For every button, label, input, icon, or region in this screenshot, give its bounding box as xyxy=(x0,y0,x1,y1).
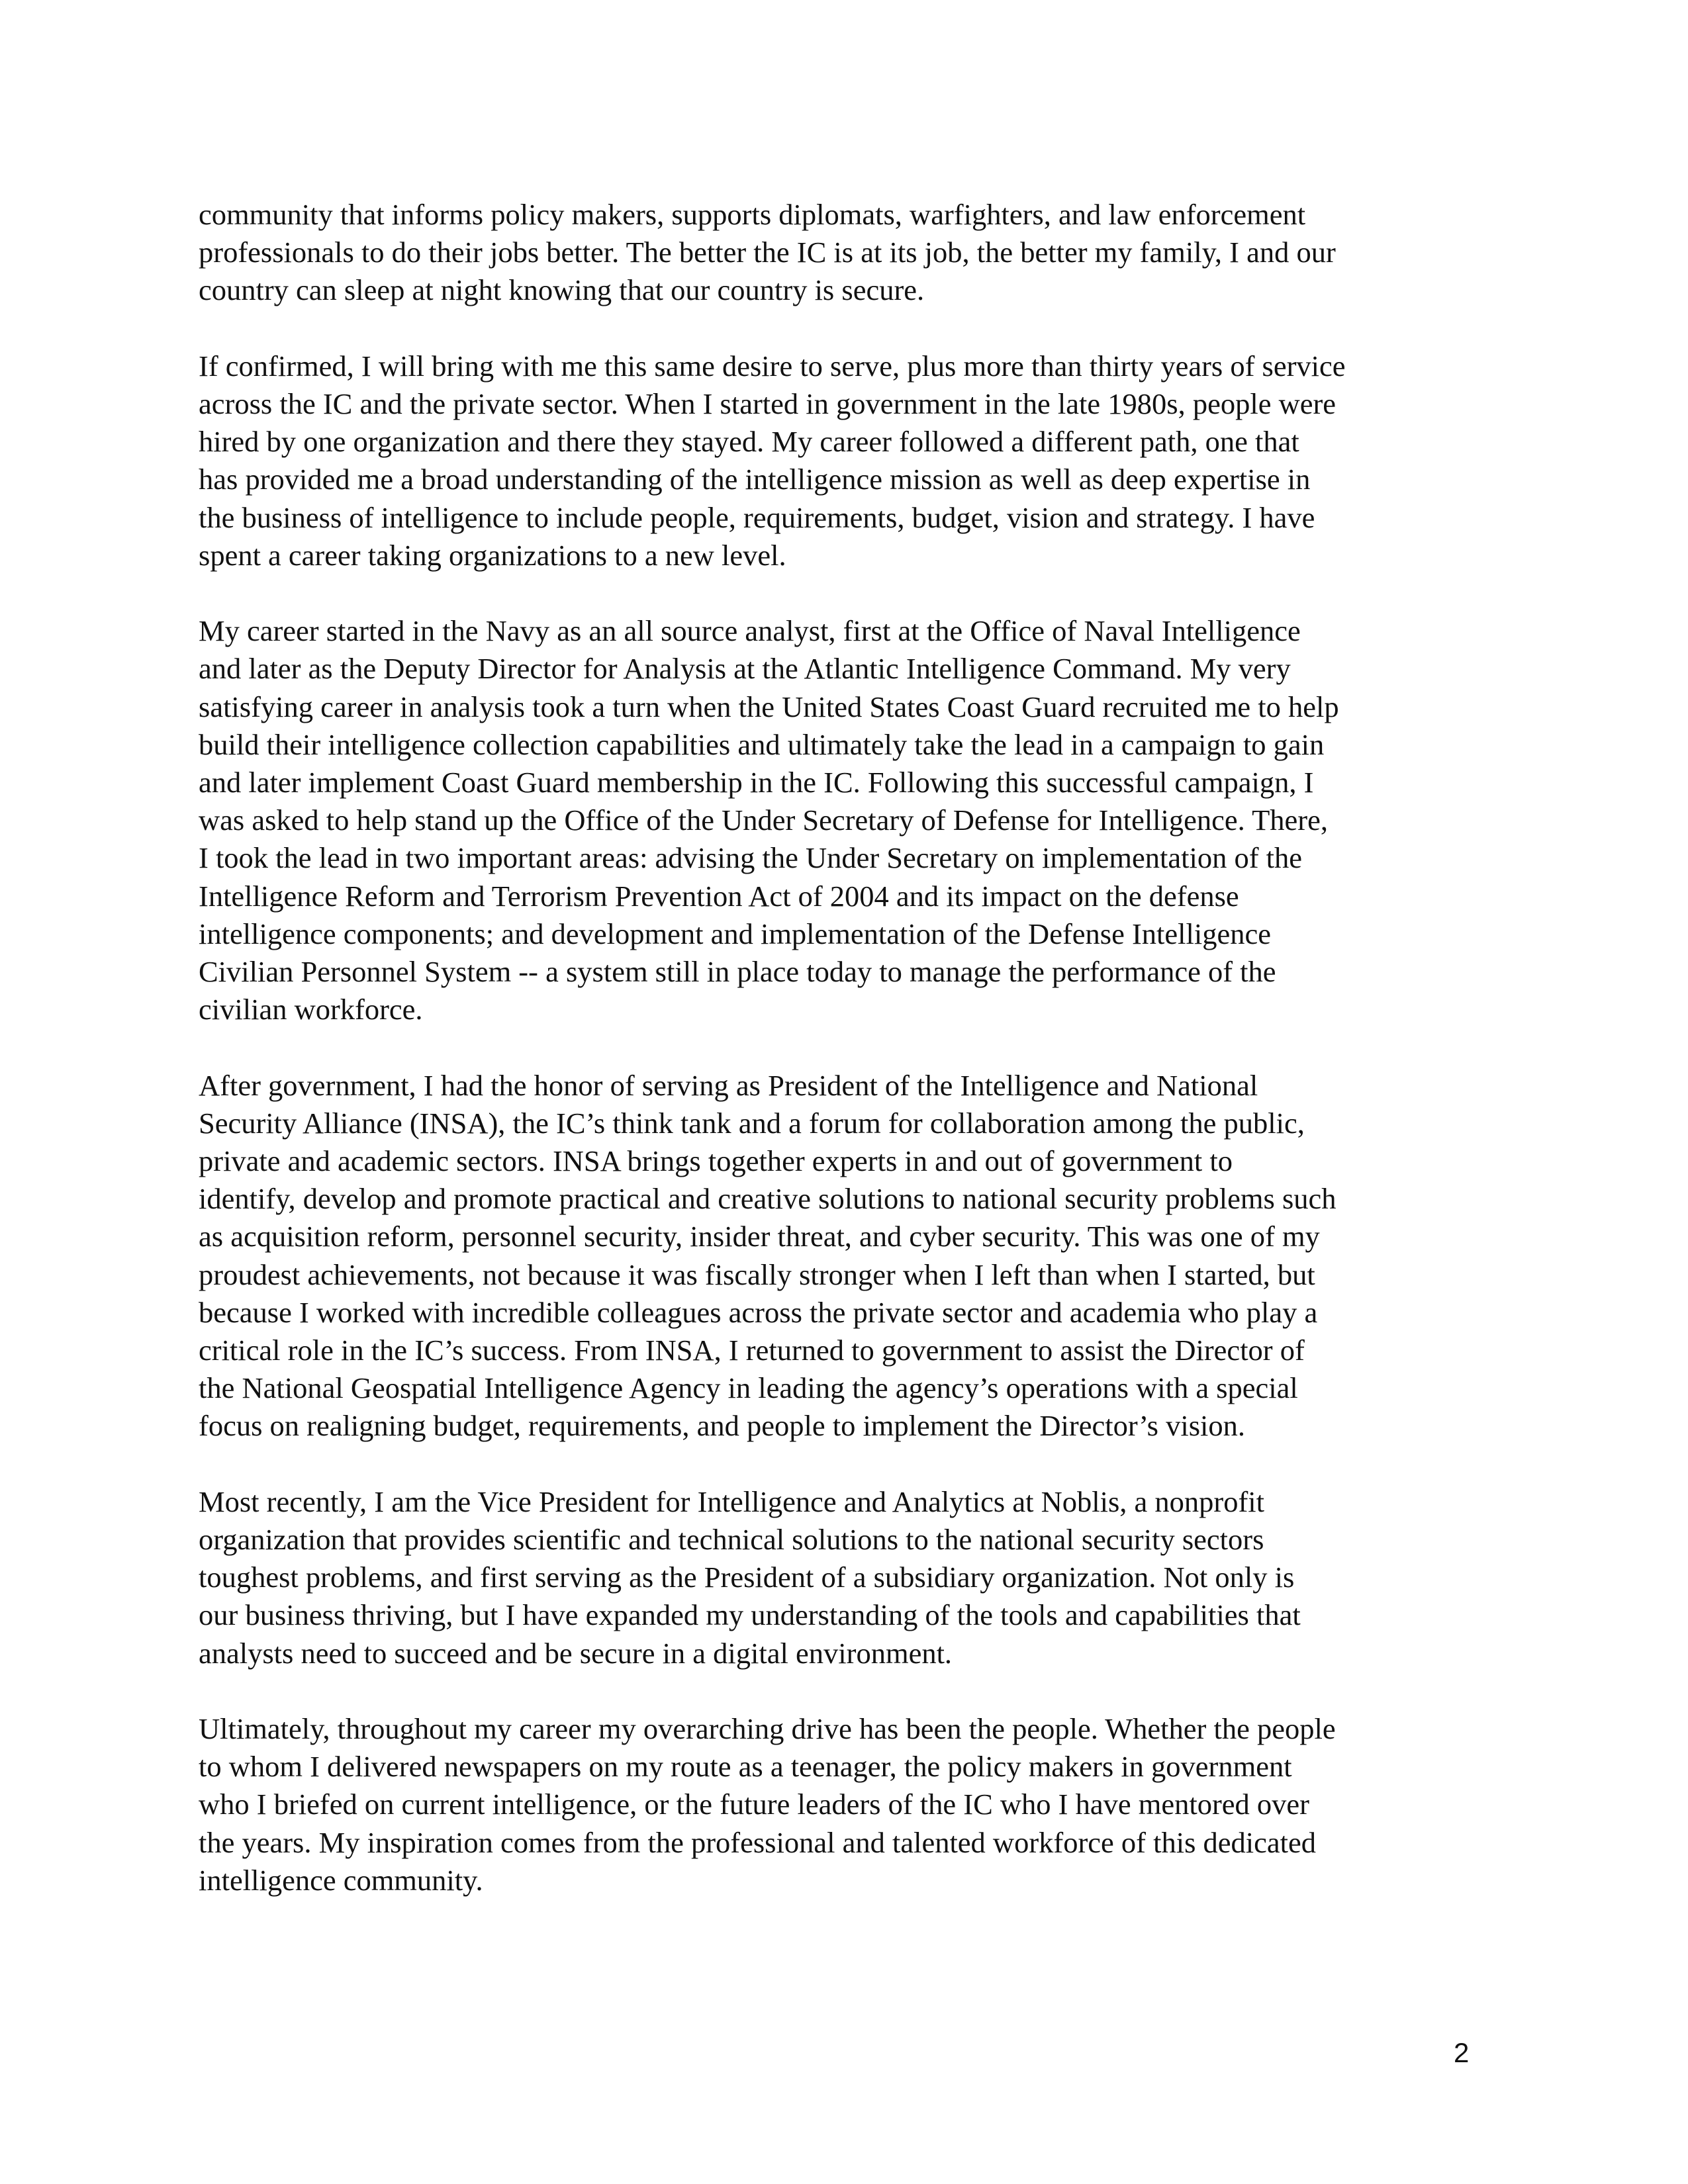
text-line: because I worked with incredible colleagues across the private sector and academia who play a xyxy=(199,1295,1318,1329)
text-line: build their intelligence collection capabilities and ultimately take the lead in a campaign to gain xyxy=(199,727,1325,761)
page-number: 2 xyxy=(1454,2037,1470,2068)
text-line: organization that provides scientific and technical solutions to the national security sectors xyxy=(199,1523,1264,1557)
text-line: country can sleep at night knowing that our country is secure. xyxy=(199,273,925,307)
text-line: hired by one organization and there they stayed. My career followed a different path, one that xyxy=(199,425,1299,459)
text-line: Security Alliance (INSA), the IC’s think tank and a forum for collaboration among the public, xyxy=(199,1106,1305,1140)
text-line: has provided me a broad understanding of the intelligence mission as well as deep expertise in xyxy=(199,463,1311,496)
text-line: to whom I delivered newspapers on my route as a teenager, the policy makers in government xyxy=(199,1750,1292,1784)
text-line: Intelligence Reform and Terrorism Prevention Act of 2004 and its impact on the defense xyxy=(199,879,1239,913)
paragraph xyxy=(199,1067,1483,1445)
text-line: as acquisition reform, personnel security, insider threat, and cyber security. This was one of my xyxy=(199,1220,1320,1253)
text-line: Civilian Personnel System -- a system still in place today to manage the performance of the xyxy=(199,955,1276,989)
text-line: analysts need to succeed and be secure in a digital environment. xyxy=(199,1636,953,1670)
paragraph xyxy=(199,347,1483,574)
text-line: Most recently, I am the Vice President for Intelligence and Analytics at Noblis, a nonprofit xyxy=(199,1484,1265,1518)
text-line: proudest achievements, not because it was fiscally stronger when I left than when I started, but xyxy=(199,1257,1315,1291)
text-line: across the IC and the private sector. When I started in government in the late 1980s, people were xyxy=(199,387,1336,420)
text-line: was asked to help stand up the Office of the Under Secretary of Defense for Intelligence. There, xyxy=(199,803,1328,837)
text-line: toughest problems, and first serving as the President of a subsidiary organization. Not only is xyxy=(199,1561,1295,1594)
text-line: community that informs policy makers, supports diplomats, warfighters, and law enforcement xyxy=(199,198,1306,231)
paragraph xyxy=(199,612,1483,1028)
text-line: the years. My inspiration comes from the professional and talented workforce of this dedicated xyxy=(199,1825,1317,1859)
body-text xyxy=(199,196,1483,1937)
text-line: who I briefed on current intelligence, or the future leaders of the IC who I have mentored over xyxy=(199,1788,1309,1821)
text-line: and later implement Coast Guard membership in the IC. Following this successful campaign, I xyxy=(199,766,1314,799)
text-line: professionals to do their jobs better. The better the IC is at its job, the better my family, I and our xyxy=(199,236,1336,269)
paragraph xyxy=(199,1710,1483,1899)
text-line: focus on realigning budget, requirements, and people to implement the Director’s vision. xyxy=(199,1409,1246,1443)
text-line: critical role in the IC’s success. From INSA, I returned to government to assist the Director of xyxy=(199,1334,1305,1367)
text-line: identify, develop and promote practical and creative solutions to national security problems such xyxy=(199,1182,1336,1216)
text-line: Ultimately, throughout my career my overarching drive has been the people. Whether the people xyxy=(199,1712,1336,1746)
text-line: and later as the Deputy Director for Analysis at the Atlantic Intelligence Command. My very xyxy=(199,652,1291,686)
text-line: After government, I had the honor of serving as President of the Intelligence and National xyxy=(199,1068,1258,1102)
text-line: civilian workforce. xyxy=(199,993,423,1026)
text-line: the National Geospatial Intelligence Agency in leading the agency’s operations with a special xyxy=(199,1371,1298,1405)
paragraph xyxy=(199,1483,1483,1672)
text-line: intelligence community. xyxy=(199,1863,483,1897)
text-line: If confirmed, I will bring with me this same desire to serve, plus more than thirty years of service xyxy=(199,349,1346,383)
text-line: spent a career taking organizations to a new level. xyxy=(199,538,786,572)
text-line: private and academic sectors. INSA brings together experts in and out of government to xyxy=(199,1144,1233,1178)
text-line: I took the lead in two important areas: advising the Under Secretary on implementation of the xyxy=(199,841,1303,875)
text-line: the business of intelligence to include people, requirements, budget, vision and strategy. I have xyxy=(199,500,1315,534)
paragraph xyxy=(199,196,1483,310)
text-line: intelligence components; and development and implementation of the Defense Intelligence xyxy=(199,917,1271,950)
text-line: our business thriving, but I have expanded my understanding of the tools and capabilities that xyxy=(199,1598,1301,1632)
text-line: My career started in the Navy as an all source analyst, first at the Office of Naval Intelligence xyxy=(199,614,1301,648)
text-line: satisfying career in analysis took a turn when the United States Coast Guard recruited me to help xyxy=(199,690,1339,723)
